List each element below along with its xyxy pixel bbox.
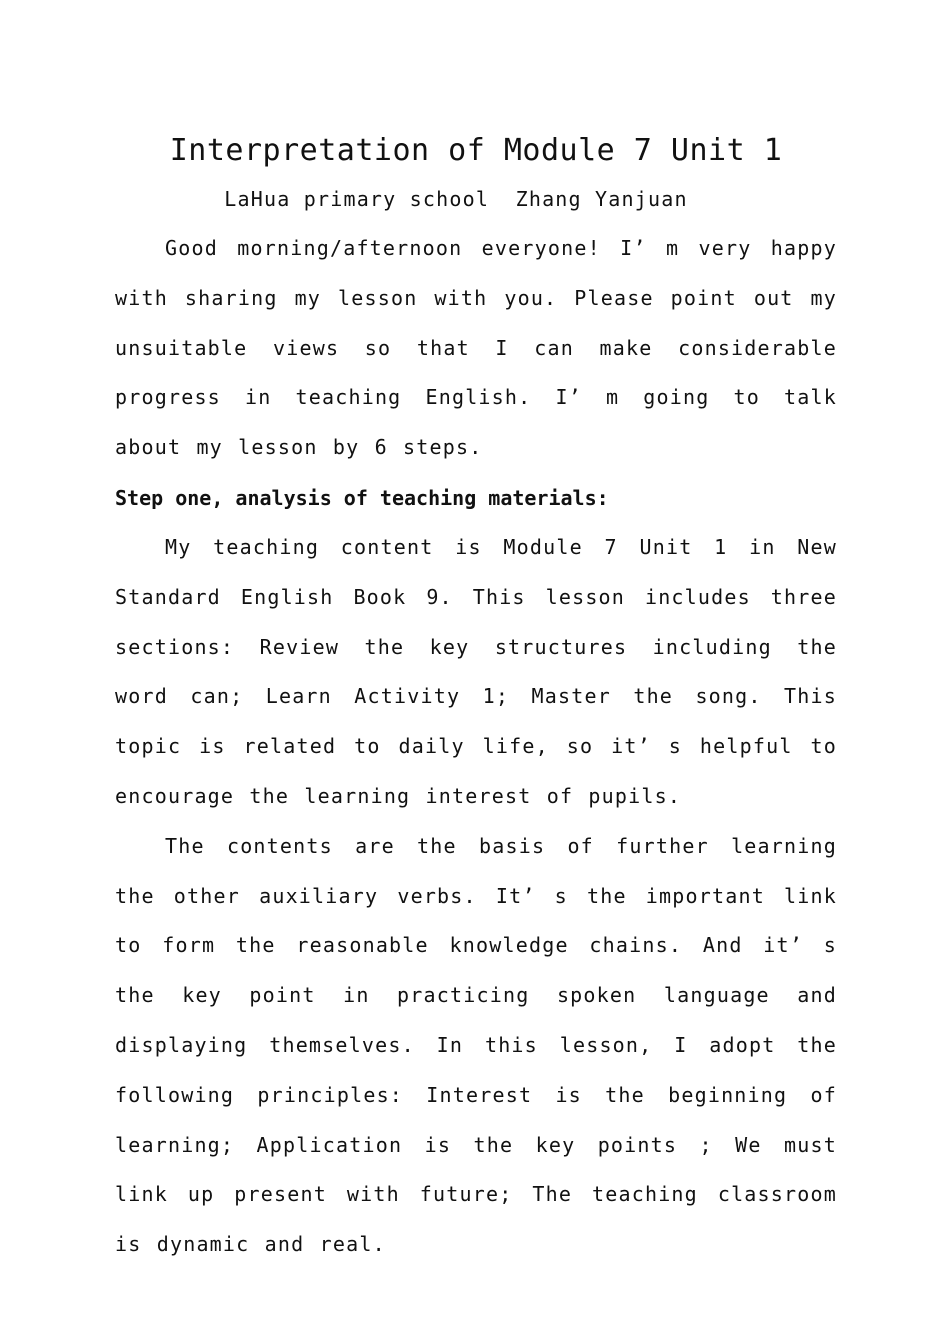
document-title: Interpretation of Module 7 Unit 1	[169, 133, 783, 168]
document-page	[115, 128, 837, 1270]
intro-paragraph: Good morning/afternoon everyone! I’ m very happy with sharing my lesson with you. Please point out my unsuitable views so that I can make considerable progress in teaching English. I’ m going to talk about my lesson by 6 steps.	[115, 236, 837, 460]
step-one-heading: Step one, analysis of teaching materials:	[115, 485, 609, 510]
author-line: LaHua primary school Zhang Yanjuan	[224, 187, 688, 211]
contents-basis-paragraph: The contents are the basis of further learning the other auxiliary verbs. It’ s the important link to form the reasonable knowledge chains. And it’ s the key point in practicing spoken language and displaying themselves. In this lesson, I adopt the following principles: Interest is the beginning of learning; Application is the key points ; We must link up present with future; The teaching classroom is dynamic and real.	[115, 833, 837, 1257]
teaching-content-paragraph: My teaching content is Module 7 Unit 1 in New Standard English Book 9. This lesson includes three sections: Review the key structures including the word can; Learn Activity 1; Master the song. This topic is related to daily life, so it’ s helpful to encourage the learning interest of pupils.	[115, 534, 837, 808]
